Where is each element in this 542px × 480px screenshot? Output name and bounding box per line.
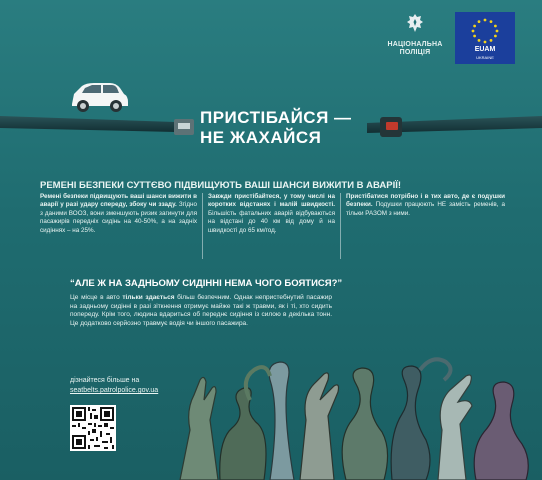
question-heading: “АЛЕ Ж НА ЗАДНЬОМУ СИДІННІ НЕМА ЧОГО БОЯТИСЯ?” bbox=[70, 278, 343, 289]
col3-bold: Пристібатися потрібно і в тих авто, де є подушки безпеки. bbox=[346, 193, 505, 209]
euam-title: EUAM bbox=[474, 46, 496, 53]
website-link[interactable]: seatbelts.patrolpolice.gov.ua bbox=[70, 387, 159, 394]
para-bold: тільки здається bbox=[122, 294, 175, 301]
police-logo bbox=[384, 14, 446, 57]
euam-subtitle: UKRAINE bbox=[476, 55, 494, 60]
para-part1: Це місце в авто bbox=[70, 294, 123, 301]
col1-bold: Ремені безпеки підвищують ваші шанси вижити в аварії у разі удару спереду, збоку чи ззаду. bbox=[40, 193, 197, 209]
title-line2: НЕ ЖАХАЙСЯ bbox=[200, 128, 322, 147]
page-title bbox=[200, 108, 380, 148]
info-column-3 bbox=[340, 193, 510, 259]
title-line1: ПРИСТІБАЙСЯ — bbox=[200, 108, 352, 127]
para-part2: більш безпечним. Однак непристебнутий пасажир на задньому сидінні в разі зіткнення отримує майже такі ж травми, як і ті, хто сидить попереду. Крім того, людина вдариться об переднє сидіння із силою в декілька тонн. Це додатково серйозно травмує водія чи іншого пасажира. bbox=[70, 294, 332, 327]
headline: РЕМЕНІ БЕЗПЕКИ СУТТЄВО ПІДВИЩУЮТЬ ВАШІ ШАНСИ ВИЖИТИ В АВАРІЇ! bbox=[40, 180, 402, 191]
qr-code-icon[interactable] bbox=[70, 405, 116, 451]
hands-illustration bbox=[120, 340, 542, 480]
info-columns bbox=[40, 193, 510, 259]
col3-text: Подушки працюють НЕ замість ременів, а тільки РАЗОМ з ними. bbox=[346, 201, 505, 217]
police-logo-line1: НАЦІОНАЛЬНА bbox=[387, 41, 443, 48]
col1-text: Згідно з даними ВООЗ, вони зменшують ризик загинути для пасажирів передніх сидінь на 40-50%, а на задніх сидіннях – на 25%. bbox=[40, 201, 197, 234]
car-icon bbox=[68, 80, 130, 114]
police-logo-line2: ПОЛІЦІЯ bbox=[399, 49, 431, 56]
euam-logo bbox=[455, 12, 515, 64]
info-column-1 bbox=[40, 193, 202, 259]
eu-stars-icon bbox=[461, 16, 509, 46]
col2-bold: Завжди пристібайтеся, у тому числі на коротких відстанях і малій швидкості. bbox=[208, 193, 335, 209]
rear-seat-paragraph bbox=[70, 294, 332, 328]
learn-more-text: дізнайтеся більше на bbox=[70, 377, 140, 384]
col2-text: Більшість фатальних аварій відбуваються на відстані до 40 км від дому й на швидкості до 65 км/год. bbox=[208, 209, 335, 234]
info-column-2 bbox=[202, 193, 340, 259]
police-emblem-icon bbox=[407, 14, 423, 32]
